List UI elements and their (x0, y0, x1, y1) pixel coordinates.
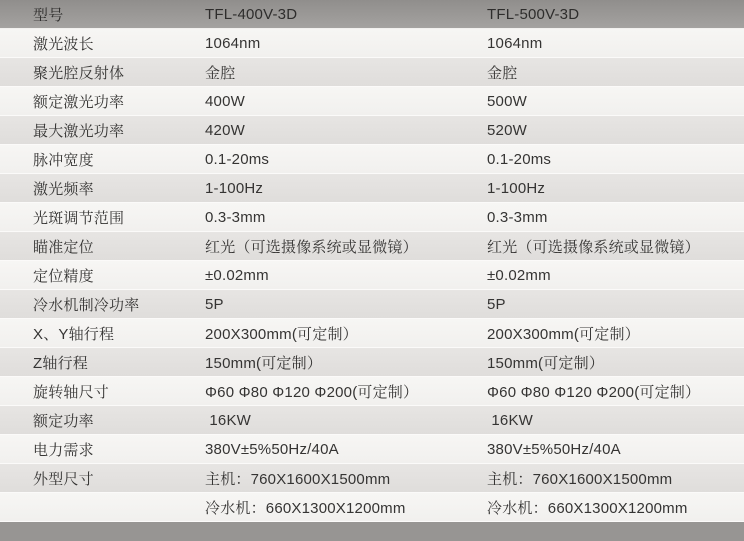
spec-value-model2: ±0.02mm (487, 266, 551, 284)
spec-value-model1: 150mm(可定制） (205, 354, 323, 372)
spec-row (0, 116, 744, 145)
spec-value-model2: Φ60 Φ80 Φ120 Φ200(可定制） (487, 383, 701, 401)
spec-row (0, 493, 744, 522)
spec-value-model2: 200X300mm(可定制） (487, 325, 640, 343)
spec-row (0, 145, 744, 174)
spec-value-model2: 金腔 (487, 64, 518, 82)
spec-value-model1: 0.3-3mm (205, 208, 266, 226)
header-model-2: TFL-500V-3D (487, 5, 580, 23)
spec-row (0, 319, 744, 348)
spec-value-model2: 380V±5%50Hz/40A (487, 440, 621, 458)
spec-label: 旋转轴尺寸 (33, 383, 110, 401)
spec-row (0, 290, 744, 319)
spec-row (0, 377, 744, 406)
spec-label: 额定激光功率 (33, 93, 125, 111)
spec-row (0, 464, 744, 493)
spec-value-model2: 主机：760X1600X1500mm (487, 470, 673, 488)
spec-label: 定位精度 (33, 267, 94, 285)
spec-row (0, 203, 744, 232)
spec-value-model1: 16KW (205, 411, 252, 429)
spec-label: 冷水机制冷功率 (33, 296, 140, 314)
spec-row (0, 406, 744, 435)
table-body (0, 29, 744, 522)
spec-row (0, 87, 744, 116)
spec-value-model2: 500W (487, 92, 527, 110)
spec-value-model1: 主机：760X1600X1500mm (205, 470, 391, 488)
spec-label: 激光波长 (33, 35, 94, 53)
spec-value-model1: 5P (205, 295, 224, 313)
spec-value-model1: 冷水机：660X1300X1200mm (205, 499, 406, 517)
spec-value-model2: 520W (487, 121, 527, 139)
spec-label: 脉冲宽度 (33, 151, 94, 169)
spec-value-model1: 0.1-20ms (205, 150, 270, 168)
footer-bar (0, 522, 744, 541)
spec-value-model2: 红光（可选摄像系统或显微镜） (487, 238, 700, 256)
spec-value-model1: 1-100Hz (205, 179, 264, 197)
spec-row (0, 58, 744, 87)
spec-value-model1: ±0.02mm (205, 266, 269, 284)
spec-value-model1: 200X300mm(可定制） (205, 325, 358, 343)
spec-value-model2: 150mm(可定制） (487, 354, 605, 372)
spec-value-model2: 1-100Hz (487, 179, 546, 197)
spec-label: 最大激光功率 (33, 122, 125, 140)
spec-row (0, 232, 744, 261)
spec-value-model1: 1064nm (205, 34, 261, 52)
spec-value-model1: 400W (205, 92, 245, 110)
spec-label: 激光频率 (33, 180, 94, 198)
table-header-row (0, 0, 744, 29)
spec-value-model1: Φ60 Φ80 Φ120 Φ200(可定制） (205, 383, 419, 401)
spec-value-model1: 380V±5%50Hz/40A (205, 440, 339, 458)
spec-value-model2: 5P (487, 295, 506, 313)
spec-value-model2: 冷水机：660X1300X1200mm (487, 499, 688, 517)
spec-label: 聚光腔反射体 (33, 64, 125, 82)
spec-label: X、Y轴行程 (33, 325, 115, 343)
spec-row (0, 174, 744, 203)
spec-label: 电力需求 (33, 441, 94, 459)
spec-label: 额定功率 (33, 412, 94, 430)
spec-row (0, 348, 744, 377)
spec-value-model1: 金腔 (205, 64, 236, 82)
spec-value-model2: 16KW (487, 411, 534, 429)
header-label: 型号 (33, 6, 64, 24)
header-model-1: TFL-400V-3D (205, 5, 298, 23)
spec-row (0, 261, 744, 290)
spec-row (0, 29, 744, 58)
spec-label: Z轴行程 (33, 354, 88, 372)
spec-label: 光斑调节范围 (33, 209, 125, 227)
spec-value-model2: 1064nm (487, 34, 543, 52)
spec-value-model1: 420W (205, 121, 245, 139)
spec-value-model2: 0.3-3mm (487, 208, 548, 226)
spec-label: 外型尺寸 (33, 470, 94, 488)
spec-value-model2: 0.1-20ms (487, 150, 552, 168)
spec-row (0, 435, 744, 464)
spec-value-model1: 红光（可选摄像系统或显微镜） (205, 238, 418, 256)
spec-label: 瞄准定位 (33, 238, 94, 256)
